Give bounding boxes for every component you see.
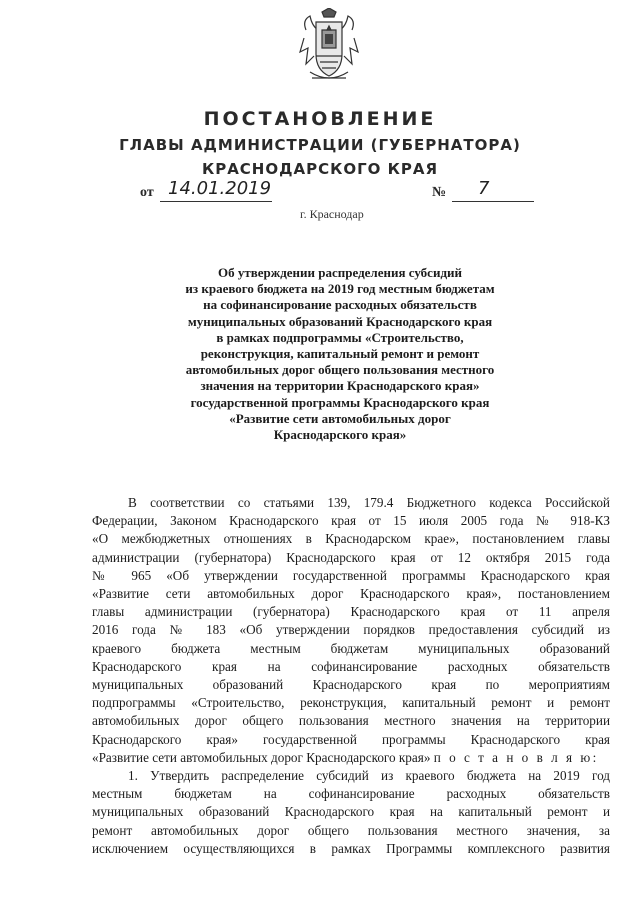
body-line: исключением осуществляющихся в рамках Программы комплексного развития xyxy=(92,840,610,856)
title-line: из краевого бюджета на 2019 год местным бюджетам xyxy=(185,281,495,297)
resolve-word: п о с т а н о в л я ю: xyxy=(433,749,599,765)
body-line: Краснодарского края» государственной программы Краснодарского края xyxy=(92,731,610,747)
body-line: местным бюджетам на софинансирование расходных обязательств xyxy=(92,786,610,802)
body-line: В соответствии со статьями 139, 179.4 Бюджетного кодекса Российской xyxy=(128,495,610,510)
body-line: подпрограммы «Строительство, реконструкция, капитальный ремонт и ремонт xyxy=(92,695,610,711)
body-line: «О межбюджетных отношениях в Краснодарском крае», постановлением главы xyxy=(92,531,610,547)
body-line-resolution xyxy=(92,749,610,767)
document-type-heading: ПОСТАНОВЛЕНИЕ xyxy=(203,108,437,130)
number-value: 7 xyxy=(478,178,490,199)
body-line: Краснодарского края на софинансирование расходных обязательств xyxy=(92,658,610,674)
issuer-heading: ГЛАВЫ АДМИНИСТРАЦИИ (ГУБЕРНАТОРА) xyxy=(119,136,521,154)
body-line: «Развитие сети автомобильных дорог Краснодарского края», постановлением xyxy=(92,586,610,602)
date-label: от xyxy=(140,185,154,200)
body-line: 2016 года № 183 «Об утверждении порядков предоставления субсидий из xyxy=(92,622,610,638)
title-line: на софинансирование расходных обязательств xyxy=(203,297,477,313)
body-line: главы администрации (губернатора) Краснодарского края от 11 апреля xyxy=(92,604,610,620)
body-line: № 965 «Об утверждении государственной программы Краснодарского края xyxy=(92,567,610,583)
title-line: значения на территории Краснодарского края» xyxy=(200,378,480,394)
body-line: 1. Утвердить распределение субсидий из краевого бюджета на 2019 год xyxy=(128,768,610,784)
title-line: Краснодарского края» xyxy=(273,427,407,443)
body-line: краевого бюджета местным бюджетам муниципальных образований xyxy=(92,640,610,656)
title-line: в рамках подпрограммы «Строительство, xyxy=(216,329,464,345)
document-body xyxy=(92,494,610,858)
title-line: Об утверждении распределения субсидий xyxy=(218,265,462,280)
title-line: государственной программы Краснодарского края xyxy=(190,394,490,410)
document-title xyxy=(150,265,530,443)
body-line: ремонт автомобильных дорог общего пользования местного значения, за xyxy=(92,822,610,838)
title-line: автомобильных дорог общего пользования местного xyxy=(185,362,495,378)
city-label: г. Краснодар xyxy=(300,207,364,221)
region-heading: КРАСНОДАРСКОГО КРАЯ xyxy=(201,160,439,178)
title-line: реконструкция, капитальный ремонт и ремонт xyxy=(200,346,480,362)
title-line: «Развитие сети автомобильных дорог xyxy=(229,410,451,426)
date-underline xyxy=(160,201,272,202)
number-underline xyxy=(452,201,534,202)
title-line: муниципальных образований Краснодарского края xyxy=(187,313,493,329)
coat-of-arms-emblem xyxy=(298,8,360,90)
body-line: муниципальных образований Краснодарского края по мероприятиям xyxy=(92,677,610,693)
body-line: муниципальных образований Краснодарского края на капитальный ремонт и xyxy=(92,804,610,820)
body-line: автомобильных дорог общего пользования местного значения на территории xyxy=(92,713,610,729)
number-label: № xyxy=(432,185,447,200)
body-line: Федерации, Законом Краснодарского края от 15 июля 2005 года № 918-КЗ xyxy=(92,513,610,529)
body-line: «Развитие сети автомобильных дорог Краснодарского края» xyxy=(92,749,431,765)
date-value: 14.01.2019 xyxy=(168,178,272,199)
body-line: администрации (губернатора) Краснодарского края от 12 октября 2015 года xyxy=(92,549,610,565)
